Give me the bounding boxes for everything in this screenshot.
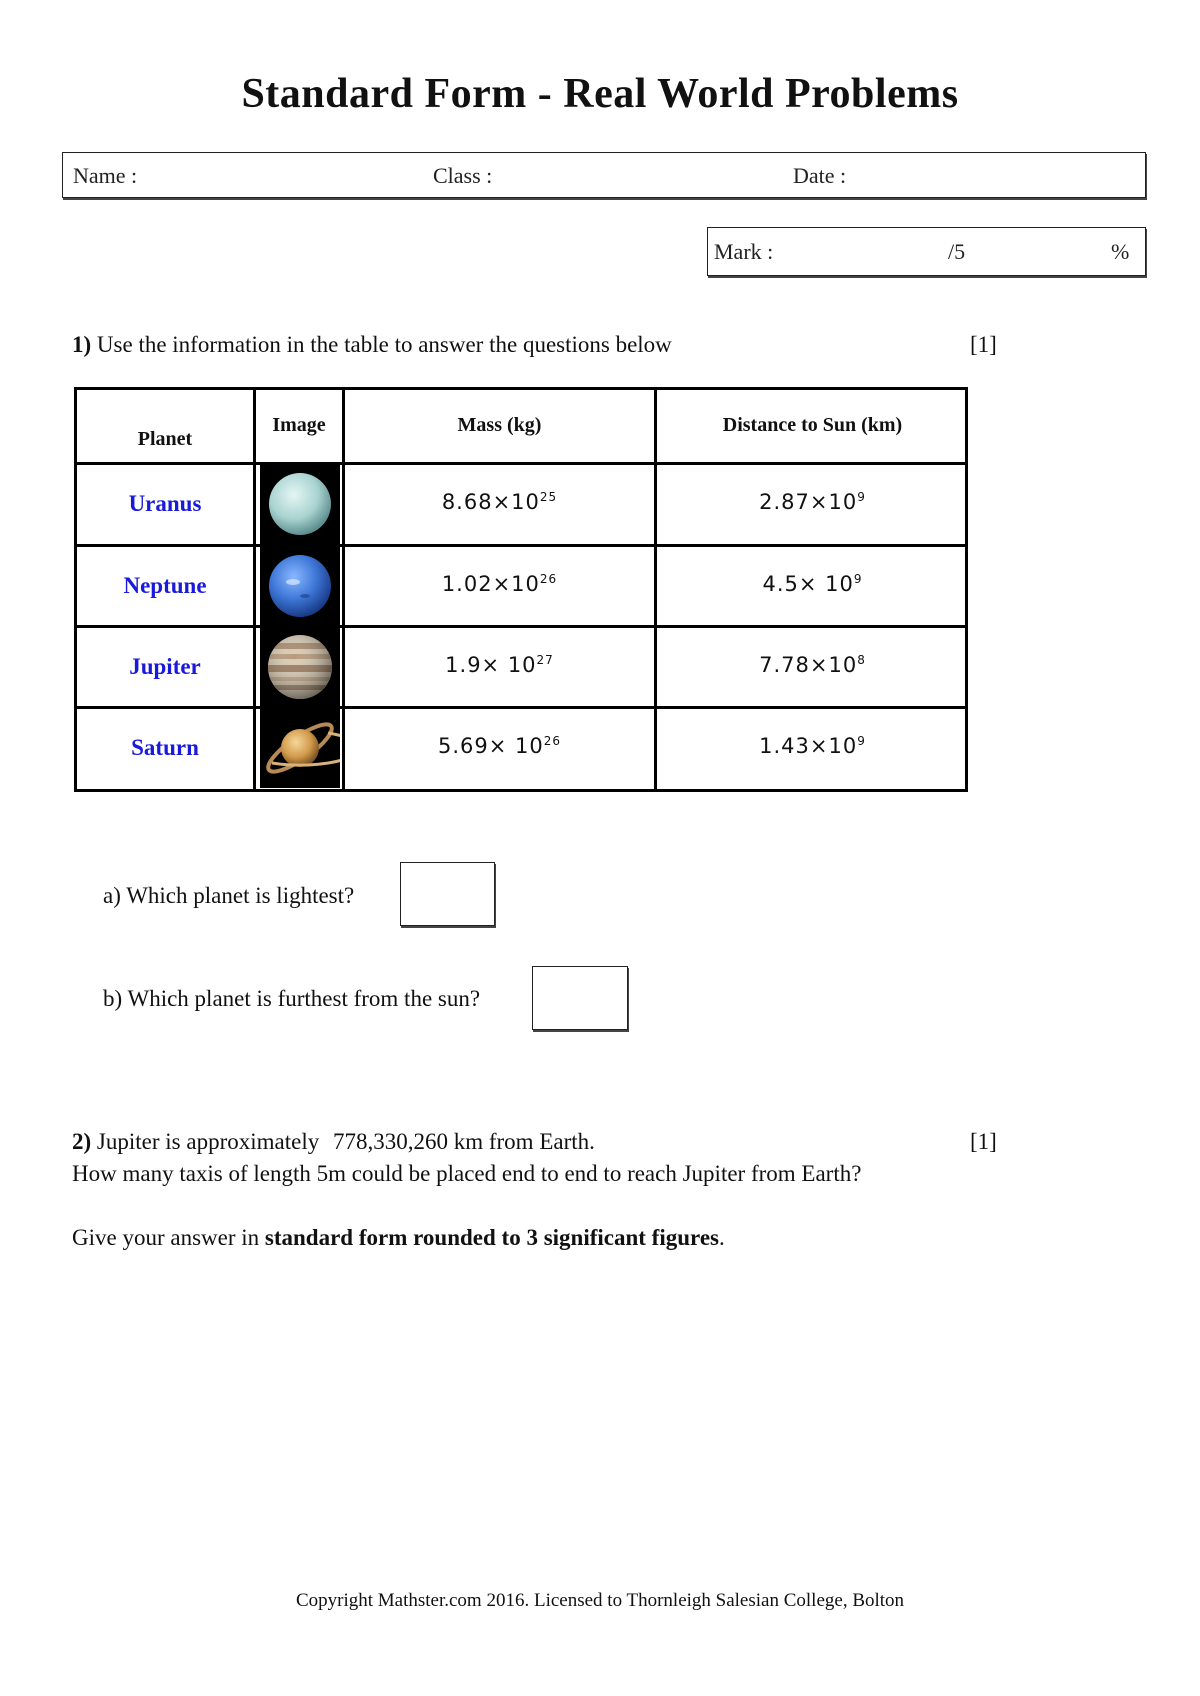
question-2-line3-suffix: .: [718, 1225, 725, 1250]
question-2-text-after: km from Earth.: [453, 1129, 595, 1154]
distance-jupiter: [657, 653, 968, 677]
table-divider: [77, 544, 965, 547]
distance-uranus-base: 2.87×10: [759, 490, 858, 514]
question-2-line2: How many taxis of length 5m could be placed end to end to reach Jupiter from Earth?: [72, 1161, 862, 1186]
answer-box-1a[interactable]: [400, 862, 495, 926]
question-2-number: 2): [72, 1129, 92, 1154]
question-2-text-before: Jupiter is approximately: [96, 1129, 320, 1154]
planet-name-neptune: Neptune: [123, 573, 207, 598]
distance-neptune-exponent: 9: [853, 572, 863, 586]
distance-saturn: [657, 734, 968, 758]
mass-saturn-exponent: 26: [543, 734, 562, 748]
header-mass: Mass (kg): [457, 414, 542, 436]
jupiter-image: [260, 627, 340, 707]
mark-label: Mark :: [714, 239, 774, 264]
uranus-image: [260, 464, 340, 544]
question-2-line3-prefix: Give your answer in: [72, 1225, 260, 1250]
mark-percent: %: [1111, 239, 1130, 264]
mass-jupiter-exponent: 27: [536, 653, 554, 667]
planet-table: [74, 387, 968, 792]
mass-saturn-base: 5.69× 10: [437, 734, 544, 758]
question-1: [72, 332, 672, 358]
answer-box-1b[interactable]: [532, 966, 628, 1030]
question-1-marks: [1]: [970, 332, 997, 357]
mass-saturn: [345, 734, 654, 758]
table-divider: [77, 462, 965, 465]
saturn-image: [260, 708, 340, 788]
mass-uranus-base: 8.68×10: [441, 490, 540, 514]
question-1-number: 1): [72, 332, 92, 357]
planet-name-saturn: Saturn: [131, 735, 199, 760]
distance-saturn-base: 1.43×10: [759, 734, 858, 758]
student-info-box: [62, 152, 1146, 198]
copyright-footer: Copyright Mathster.com 2016. Licensed to Thornleigh Salesian College, Bolton: [295, 1590, 905, 1611]
question-1b-text: b) Which planet is furthest from the sun?: [103, 986, 481, 1011]
header-distance: Distance to Sun (km): [722, 414, 903, 436]
table-divider: [77, 625, 965, 628]
distance-uranus-exponent: 9: [857, 490, 866, 504]
header-planet: Planet: [137, 428, 193, 450]
question-1-text: Use the information in the table to answer the questions below: [96, 332, 672, 357]
question-2-line3-bold: standard form rounded to 3 significant figures: [264, 1225, 719, 1250]
page-title: Standard Form - Real World Problems: [241, 71, 959, 117]
distance-uranus: [657, 490, 968, 514]
planet-name-uranus: Uranus: [128, 491, 202, 516]
question-2-line3: [72, 1225, 725, 1251]
question-1a-text: a) Which planet is lightest?: [103, 883, 355, 908]
distance-neptune: [657, 572, 968, 596]
mass-neptune: [345, 572, 654, 596]
question-2: [72, 1129, 595, 1155]
planet-name-jupiter: Jupiter: [129, 654, 201, 679]
mark-box: [707, 227, 1146, 276]
distance-jupiter-base: 7.78×10: [759, 653, 858, 677]
table-divider: [77, 706, 965, 709]
mass-uranus-exponent: 25: [539, 490, 558, 504]
distance-saturn-exponent: 9: [857, 734, 866, 748]
neptune-image: [260, 546, 340, 626]
table-divider: [253, 390, 256, 789]
distance-neptune-base: 4.5× 10: [762, 572, 854, 596]
header-image: Image: [272, 414, 326, 436]
mass-jupiter-base: 1.9× 10: [445, 653, 537, 677]
distance-jupiter-exponent: 8: [857, 653, 866, 667]
name-field-label: Name :: [73, 163, 138, 188]
mass-uranus: [345, 490, 654, 514]
mass-neptune-base: 1.02×10: [441, 572, 540, 596]
question-2-marks: [1]: [970, 1129, 997, 1154]
question-2-distance: 778,330,260: [332, 1129, 448, 1154]
class-field-label: Class :: [433, 163, 493, 188]
mass-jupiter: [345, 653, 654, 677]
mass-neptune-exponent: 26: [539, 572, 558, 586]
mark-out-of: /5: [948, 239, 966, 264]
date-field-label: Date :: [793, 163, 847, 188]
